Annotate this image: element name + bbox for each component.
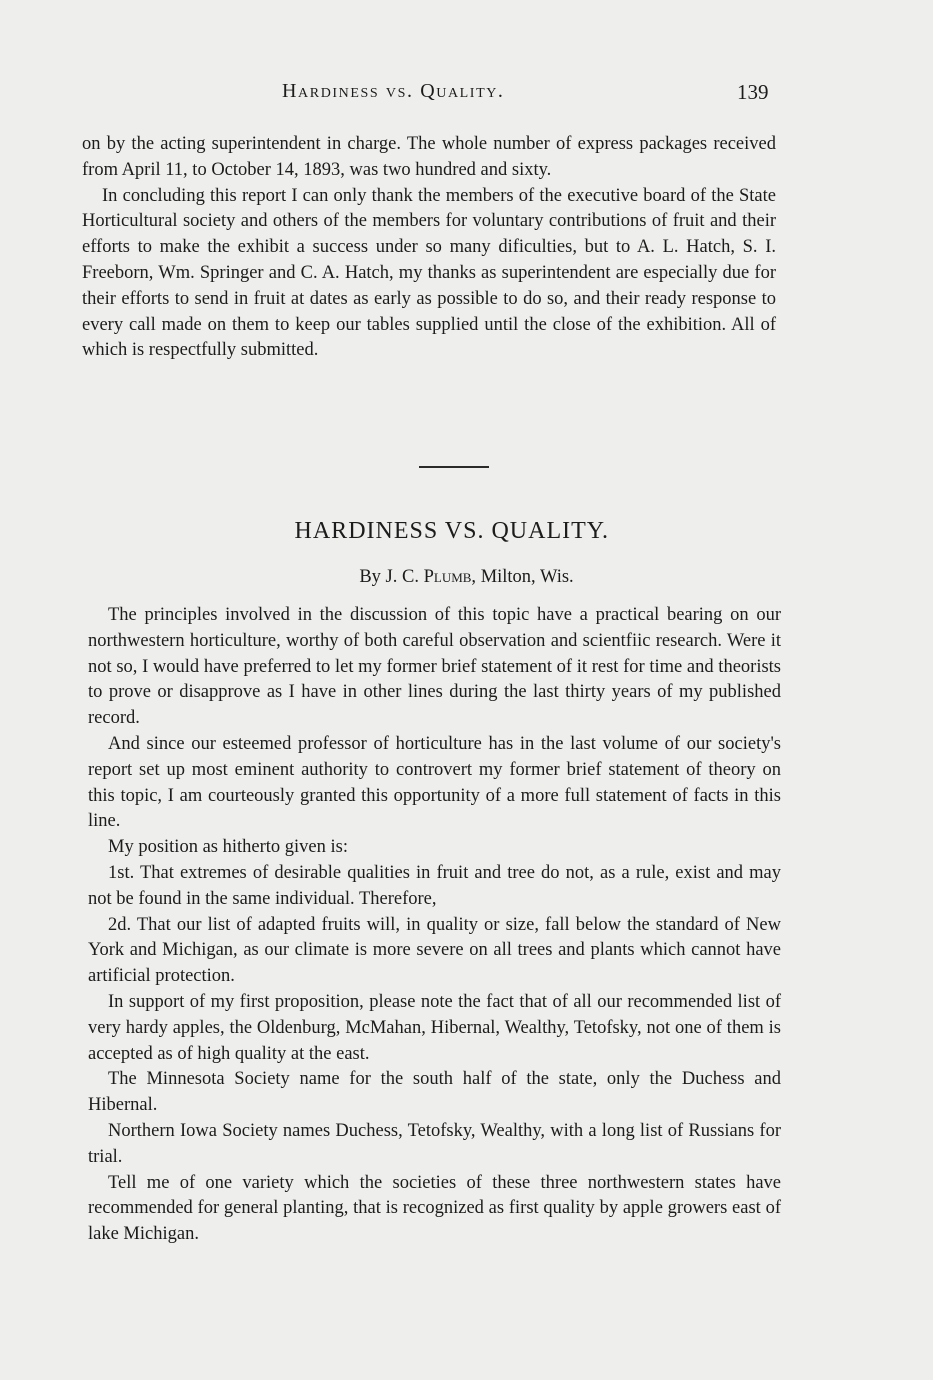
author-location: Milton, Wis. xyxy=(480,567,574,587)
byline xyxy=(0,567,933,588)
running-head xyxy=(0,80,933,108)
article-title-text: HARDINESS VS. QUALITY. xyxy=(294,518,609,544)
body-paragraph: Tell me of one variety which the societies of these three northwestern states have recommended for general planting, that is recognized as first quality by apple growers east of lake Michigan. xyxy=(88,1172,781,1245)
running-title: Hardiness vs. Quality. xyxy=(282,80,505,102)
section-divider xyxy=(419,466,489,468)
body-paragraph: And since our esteemed professor of horticulture has in the last volume of our society's report set up most eminent authority to controvert my former brief statement of theory on this topic, I am courteously granted this opportunity of a more full statement of facts in this line. xyxy=(88,733,781,832)
page-number: 139 xyxy=(737,80,769,104)
byline-prefix: By xyxy=(359,567,381,587)
body-paragraph: The principles involved in the discussion of this topic have a practical bearing on our northwestern horticulture, worthy of both careful observation and scientfiic research. Were it not so, I would have preferred to let my former brief statement of it rest for time and theorists to prove or disapprove as I have in other lines during the last thirty years of my published record. xyxy=(88,605,781,729)
article-body xyxy=(88,603,781,1248)
proposition-second: 2d. That our list of adapted fruits will, in quality or size, fall below the standard of New York and Michigan, as our climate is more severe on all trees and plants which cannot have artificial protection. xyxy=(88,914,781,987)
proposition-first: 1st. That extremes of desirable qualities in fruit and tree do not, as a rule, exist and may not be found in the same individual. Therefore, xyxy=(88,862,781,909)
body-paragraph: The Minnesota Society name for the south half of the state, only the Duchess and Hibernal. xyxy=(88,1069,781,1116)
author-name: J. C. Plumb, xyxy=(385,567,477,587)
body-paragraph: My position as hitherto given is: xyxy=(108,837,348,858)
continuation-paragraph: on by the acting superintendent in charge. The whole number of express packages received from April 11, to October 14, 1893, was two hundred and sixty. xyxy=(82,134,776,180)
article-title xyxy=(0,518,866,545)
body-paragraph: In support of my first proposition, please note the fact that of all our recommended list of very hardy apples, the Oldenburg, McMahan, Hibernal, Wealthy, Tetofsky, not one of them is accepted as of high quality at the east. xyxy=(88,991,781,1064)
previous-article-continuation xyxy=(82,132,776,364)
body-paragraph: Northern Iowa Society names Duchess, Tetofsky, Wealthy, with a long list of Russians for trial. xyxy=(88,1120,781,1167)
concluding-paragraph: In concluding this report I can only thank the members of the executive board of the State Horticultural society and others of the members for voluntary contributions of fruit and their efforts to make the exhibit a success under so many dificulties, but to A. L. Hatch, S. I. Freeborn, Wm. Springer and C. A. Hatch, my thanks as superintendent are especially due for their efforts to send in fruit at dates as early as possible to do so, and their ready response to every call made on them to keep our tables supplied until the close of the exhibition. All of which is respectfully submitted. xyxy=(82,185,776,361)
